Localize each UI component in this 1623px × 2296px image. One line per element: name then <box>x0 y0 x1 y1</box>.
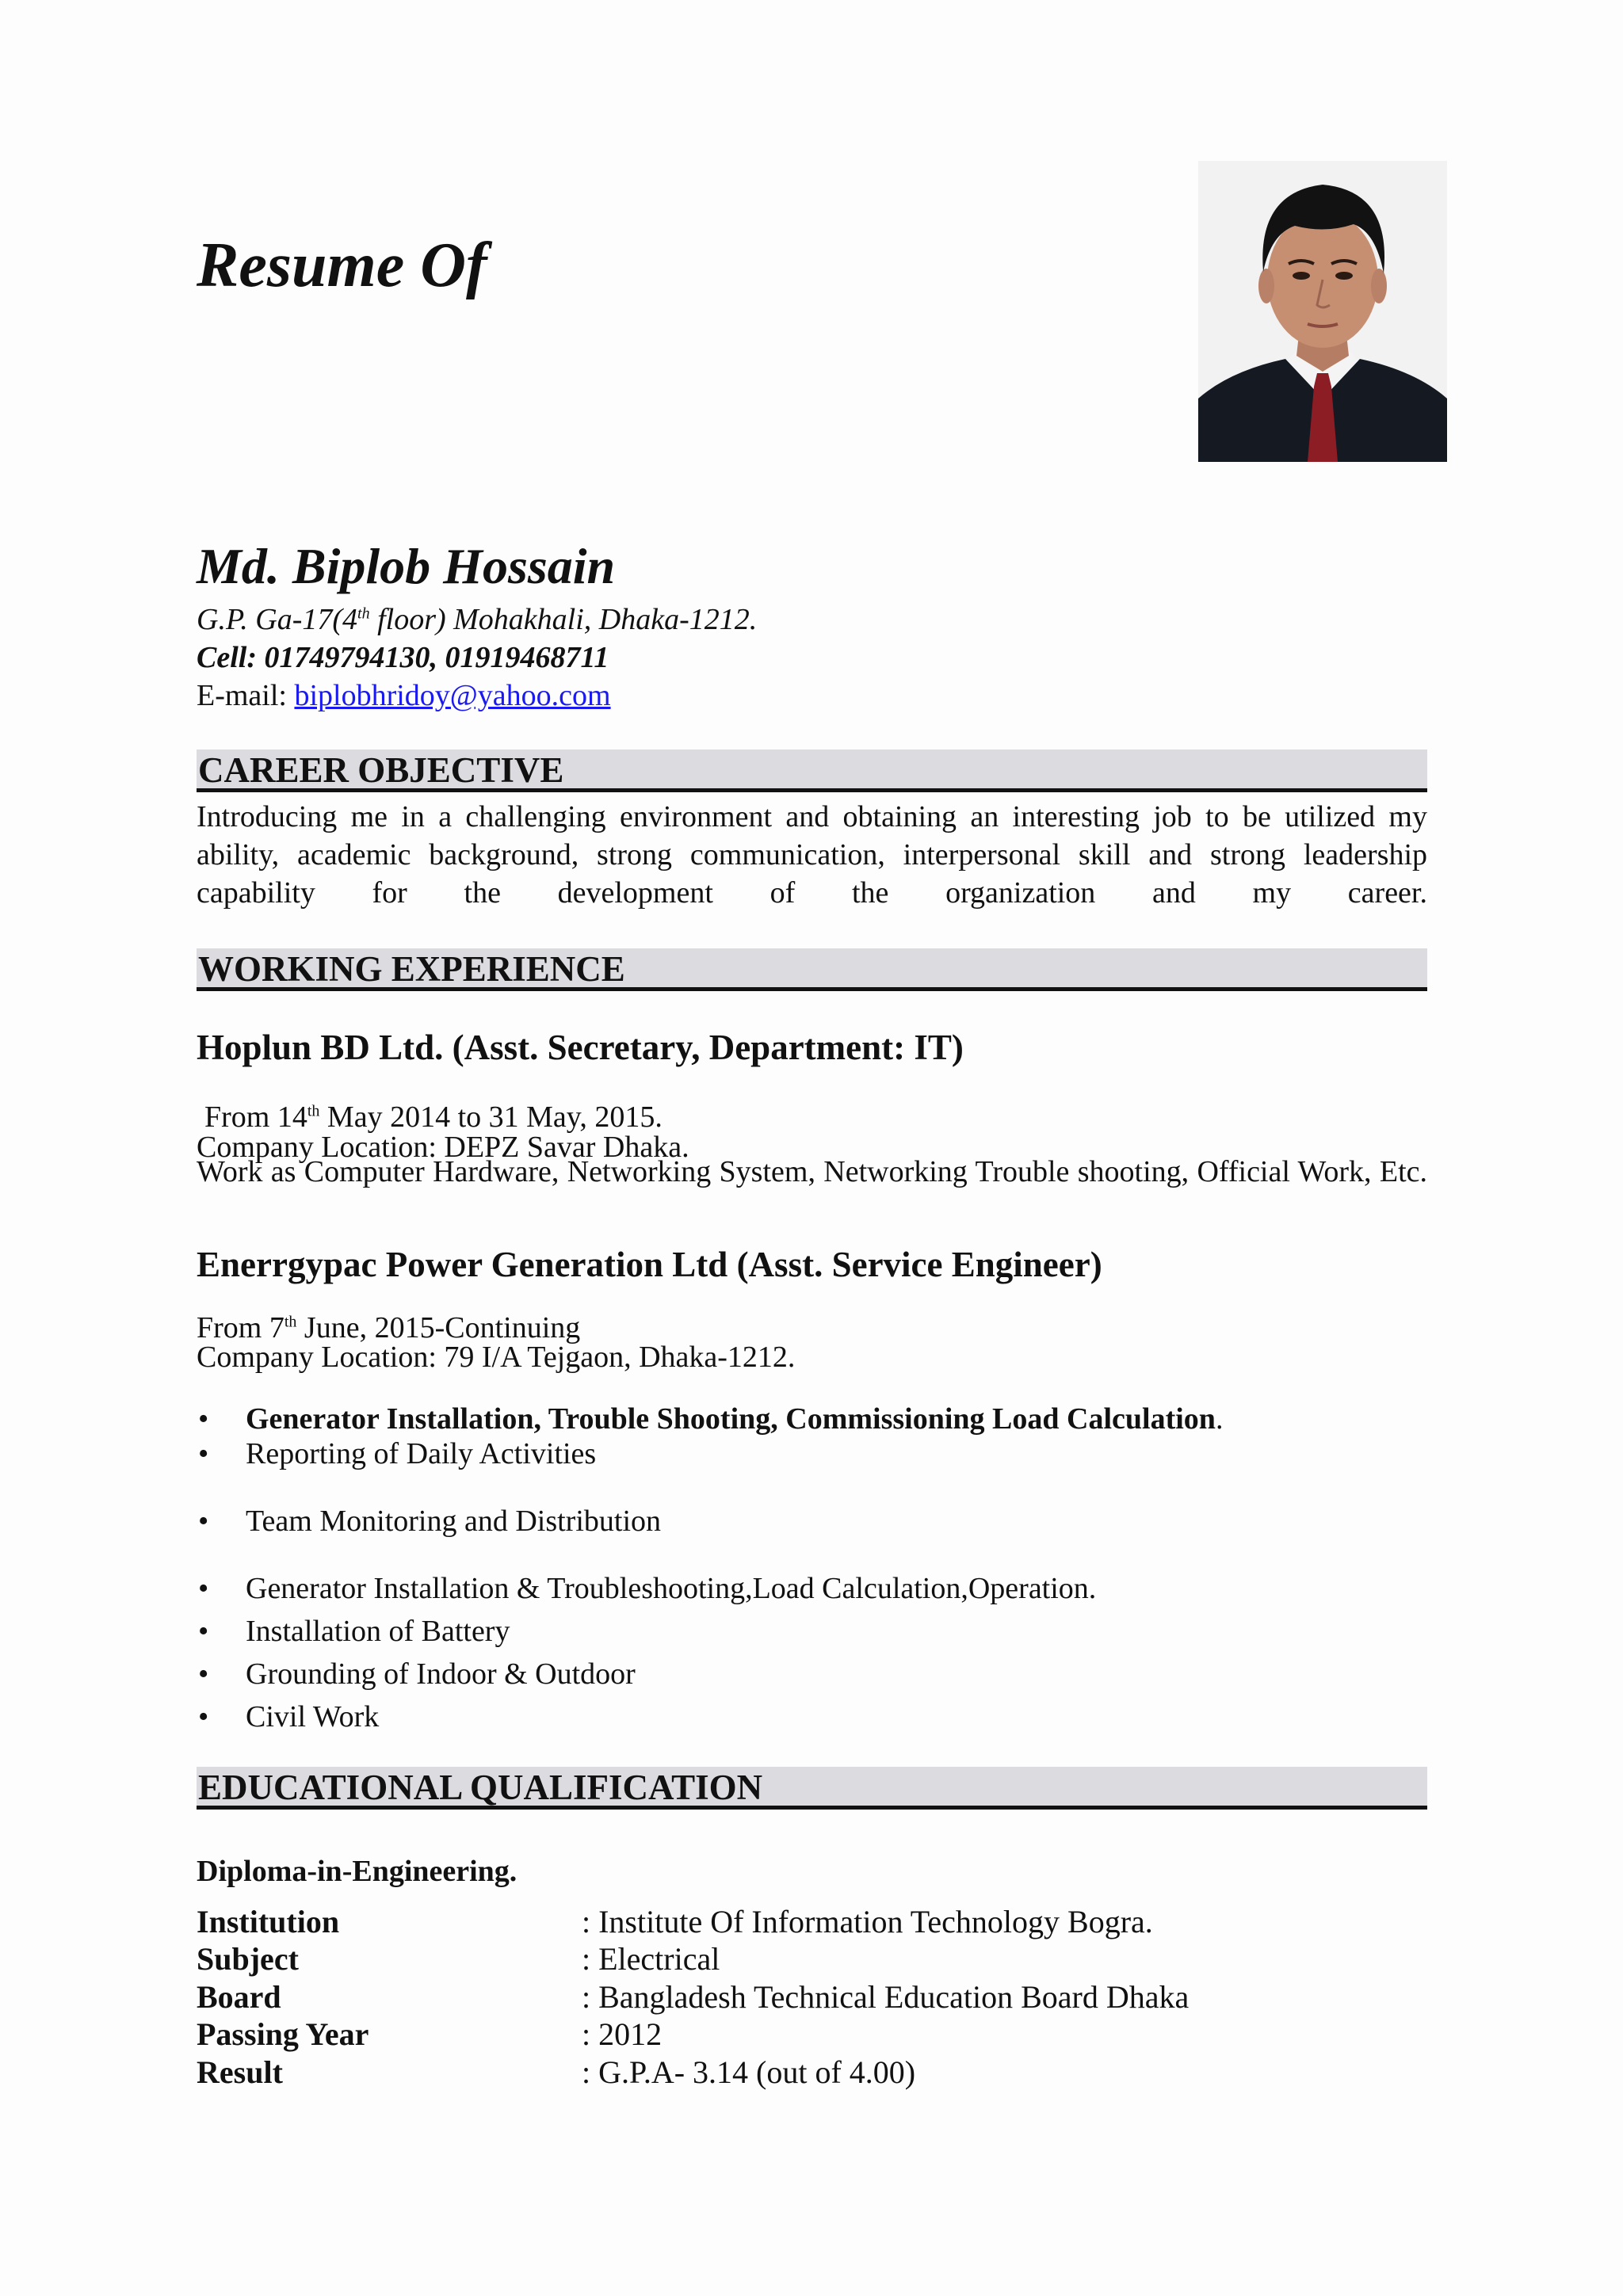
address: G.P. Ga-17(4th floor) Mohakhali, Dhaka-1212. <box>197 603 758 636</box>
email-label: E-mail: <box>197 679 295 712</box>
edu-label: Passing Year <box>197 2016 369 2052</box>
duty-item: • Generator Installation & Troubleshooting,Load Calculation,Operation. <box>246 1573 1096 1604</box>
job-1-dates: From 14th May 2014 to 31 May, 2015. <box>204 1100 663 1134</box>
edu-label: Board <box>197 1979 281 2015</box>
degree-title: Diploma-in-Engineering. <box>197 1855 517 1888</box>
job-1-location: Company Location: DEPZ Savar Dhaka. <box>197 1131 689 1164</box>
full-name: Md. Biplob Hossain <box>197 538 616 594</box>
resume-title: Resume Of <box>197 231 487 300</box>
edu-value: : G.P.A- 3.14 (out of 4.00) <box>582 2054 916 2090</box>
edu-label: Result <box>197 2054 283 2090</box>
job-title-1: Hoplun BD Ltd. (Asst. Secretary, Department: IT) <box>197 1028 964 1067</box>
email-link[interactable]: biplobhridoy@yahoo.com <box>294 679 611 712</box>
career-objective-heading: CAREER OBJECTIVE <box>197 749 1427 792</box>
email-line <box>197 681 611 711</box>
duty-item: • Team Monitoring and Distribution <box>246 1506 661 1536</box>
edu-label: Institution <box>197 1904 340 1939</box>
job-1-work: Work as Computer Hardware, Networking System, Networking Trouble shooting, Official Work, Etc. <box>197 1155 1427 1188</box>
edu-value: : Institute Of Information Technology Bogra. <box>582 1904 1153 1939</box>
edu-value: : 2012 <box>582 2016 663 2052</box>
cell-numbers: Cell: 01749794130, 01919468711 <box>197 641 609 674</box>
job-2-location: Company Location: 79 I/A Tejgaon, Dhaka-1212. <box>197 1341 796 1374</box>
edu-value: : Bangladesh Technical Education Board Dhaka <box>582 1979 1190 2015</box>
profile-photo <box>1198 161 1447 462</box>
career-objective-text: Introducing me in a challenging environment and obtaining an interesting job to be utilized my ability, academic background, strong communication, interpersonal skill and strong leadership capability for the development of the organization and my career. <box>197 800 1427 910</box>
duty-item: • Generator Installation, Trouble Shooting, Commissioning Load Calculation. <box>246 1404 1223 1434</box>
working-experience-heading: WORKING EXPERIENCE <box>197 948 1427 991</box>
duty-item: • Grounding of Indoor & Outdoor <box>246 1659 636 1689</box>
duty-item: • Civil Work <box>246 1702 379 1732</box>
duty-item: • Installation of Battery <box>246 1616 510 1646</box>
duty-item: • Reporting of Daily Activities <box>246 1439 596 1469</box>
educational-qualification-heading: EDUCATIONAL QUALIFICATION <box>197 1767 1427 1810</box>
edu-value: : Electrical <box>582 1941 720 1977</box>
edu-label: Subject <box>197 1941 299 1977</box>
job-2-dates: From 7th June, 2015-Continuing <box>197 1311 581 1344</box>
job-title-2: Enerrgypac Power Generation Ltd (Asst. Service Engineer) <box>197 1245 1102 1284</box>
